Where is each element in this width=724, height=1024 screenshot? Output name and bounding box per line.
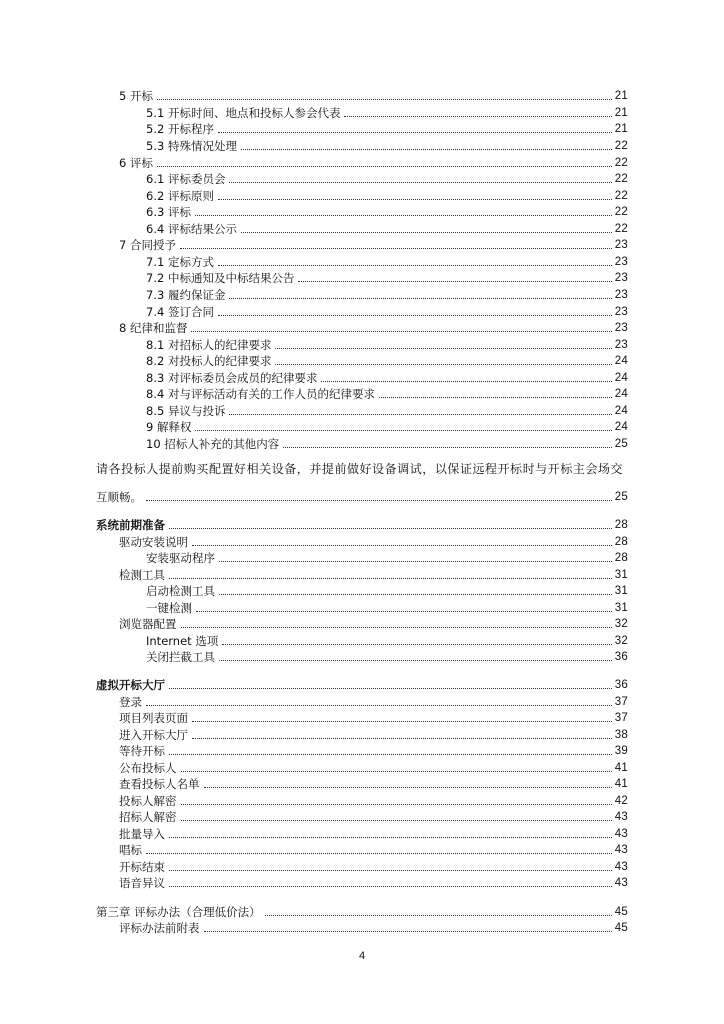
toc-entry-label: 评标办法前附表 (119, 921, 200, 935)
toc-page-number: 43 (614, 861, 628, 873)
toc-leader-dots (180, 248, 612, 249)
toc-leader-dots (169, 837, 612, 838)
toc-page-number: 28 (614, 552, 628, 564)
toc-page-number: 39 (614, 745, 628, 757)
toc-entry-label: 8 纪律和监督 (119, 321, 188, 335)
toc-leader-dots (192, 738, 612, 739)
toc-entry[interactable] (119, 791, 628, 808)
toc-page-number: 22 (614, 190, 628, 202)
toc-entry-heading[interactable] (96, 675, 628, 692)
toc-entry[interactable] (119, 532, 628, 549)
toc-page-number: 32 (614, 618, 628, 630)
toc-page-number: 21 (614, 107, 628, 119)
toc-page-number: 24 (614, 405, 628, 417)
toc-entry[interactable] (146, 647, 628, 664)
toc-entry[interactable] (119, 725, 628, 742)
toc-leader-dots (321, 381, 611, 382)
toc-page-number: 25 (614, 491, 628, 503)
toc-entry-label: 第三章 评标办法（合理低价法） (96, 905, 261, 919)
toc-entry-label: 9 解释权 (146, 420, 192, 434)
toc-entry[interactable] (119, 857, 628, 874)
toc-leader-dots (222, 644, 611, 645)
toc-leader-dots (192, 721, 612, 722)
toc-entry[interactable] (119, 918, 628, 935)
toc-page-number: 23 (614, 256, 628, 268)
toc-page-number: 32 (614, 635, 628, 647)
toc-entry-label: 安装驱动程序 (146, 551, 215, 565)
toc-entry-label: 登录 (119, 695, 142, 709)
toc-entry-chapter[interactable] (96, 902, 628, 919)
toc-leader-dots (218, 265, 612, 266)
toc-leader-dots (218, 315, 612, 316)
toc-entry[interactable] (146, 434, 628, 451)
toc-page-number: 25 (614, 438, 628, 450)
toc-leader-dots (169, 870, 612, 871)
toc-entry-label: 系统前期准备 (96, 518, 165, 532)
toc-entry-label: 互顺畅。 (96, 490, 142, 504)
toc-entry[interactable] (119, 873, 628, 890)
toc-entry-label: 投标人解密 (119, 794, 177, 808)
toc-entry[interactable] (119, 565, 628, 582)
toc-page-number: 43 (614, 877, 628, 889)
toc-entry-label: 7.3 履约保证金 (146, 288, 226, 302)
toc-entry-label: 6.2 评标原则 (146, 189, 214, 203)
toc-leader-dots (146, 705, 612, 706)
toc-entry-label: 5.3 特殊情况处理 (146, 139, 237, 153)
toc-note-line: 请各投标人提前购买配置好相关设备，并提前做好设备调试，以保证远程开标时与开标主会场交 (96, 462, 624, 476)
toc-page-number: 23 (614, 322, 628, 334)
toc-entry-label: 8.2 对投标人的纪律要求 (146, 354, 272, 368)
page-number: 4 (358, 950, 366, 962)
toc-leader-dots (196, 611, 612, 612)
toc-leader-dots (181, 804, 612, 805)
toc-page-number: 23 (614, 339, 628, 351)
toc-leader-dots (229, 414, 611, 415)
toc-page-number: 45 (614, 906, 628, 918)
toc-entry-label: 8.4 对与评标活动有关的工作人员的纪律要求 (146, 387, 375, 401)
toc-leader-dots (265, 915, 612, 916)
toc-page-number: 28 (614, 519, 628, 531)
toc-entry-label: 5 开标 (119, 89, 153, 103)
toc-page-number: 31 (614, 602, 628, 614)
toc-entry[interactable] (119, 807, 628, 824)
toc-entry-label: 8.5 异议与投诉 (146, 404, 226, 418)
toc-entry[interactable] (146, 631, 628, 648)
toc-leader-dots (195, 430, 611, 431)
toc-entry-label: 招标人解密 (119, 810, 177, 824)
toc-entry-label: 语音异议 (119, 876, 165, 890)
toc-entry-label: 7.4 签订合同 (146, 305, 214, 319)
toc-entry[interactable] (146, 335, 628, 352)
toc-entry[interactable] (146, 384, 628, 401)
toc-entry[interactable] (119, 235, 628, 252)
toc-entry[interactable] (119, 758, 628, 775)
toc-entry-label: 查看投标人名单 (119, 777, 200, 791)
toc-page-number: 24 (614, 388, 628, 400)
toc-leader-dots (181, 627, 612, 628)
toc-leader-dots (157, 99, 612, 100)
toc-leader-dots (169, 886, 612, 887)
toc-page-number: 22 (614, 206, 628, 218)
toc-page-number: 43 (614, 811, 628, 823)
toc-entry[interactable] (146, 548, 628, 565)
toc-entry[interactable] (119, 86, 628, 103)
toc-entry-label: 7.2 中标通知及中标结果公告 (146, 271, 295, 285)
toc-entry[interactable] (146, 169, 628, 186)
toc-leader-dots (344, 116, 611, 117)
toc-page-number: 23 (614, 272, 628, 284)
toc-entry[interactable] (146, 202, 628, 219)
toc-entry[interactable] (146, 598, 628, 615)
toc-page-number: 22 (614, 173, 628, 185)
toc-entry[interactable] (119, 708, 628, 725)
toc-page-number: 24 (614, 372, 628, 384)
toc-entry-label: 浏览器配置 (119, 617, 177, 631)
toc-leader-dots (229, 298, 611, 299)
toc-page-number: 37 (614, 712, 628, 724)
toc-page-number: 42 (614, 795, 628, 807)
toc-leader-dots (298, 281, 611, 282)
toc-entry[interactable] (119, 692, 628, 709)
toc-entry-label: 进入开标大厅 (119, 728, 188, 742)
toc-leader-dots (181, 771, 612, 772)
toc-page-number: 21 (614, 123, 628, 135)
toc-entry[interactable] (119, 614, 628, 631)
toc-page-number: 23 (614, 306, 628, 318)
toc-leader-dots (229, 182, 611, 183)
toc-leader-dots (275, 348, 611, 349)
toc-entry-label: 6.4 评标结果公示 (146, 222, 237, 236)
toc-entry-label: 6.1 评标委员会 (146, 172, 226, 186)
toc-entry[interactable] (119, 318, 628, 335)
toc-page-number: 36 (614, 651, 628, 663)
toc-entry-heading[interactable] (96, 515, 628, 532)
toc-entry-label: 8.3 对评标委员会成员的纪律要求 (146, 371, 318, 385)
toc-leader-dots (169, 578, 612, 579)
toc-leader-dots (169, 528, 612, 529)
toc-page-number: 24 (614, 421, 628, 433)
toc-page-number: 22 (614, 140, 628, 152)
toc-entry-label: Internet 选项 (146, 634, 219, 648)
toc-leader-dots (219, 594, 612, 595)
toc-entry[interactable] (146, 119, 628, 136)
toc-leader-dots (181, 820, 612, 821)
toc-leader-dots (275, 364, 611, 365)
toc-leader-dots (204, 931, 612, 932)
toc-page-number: 38 (614, 729, 628, 741)
toc-entry-label: 一键检测 (146, 601, 192, 615)
toc-entry[interactable] (96, 487, 628, 504)
toc-entry-label: 检测工具 (119, 568, 165, 582)
toc-page-number: 41 (614, 762, 628, 774)
toc-page-number: 22 (614, 223, 628, 235)
toc-entry-label: 10 招标人补充的其他内容 (146, 437, 280, 451)
toc-leader-dots (241, 232, 612, 233)
toc-entry[interactable] (119, 840, 628, 857)
toc-leader-dots (218, 132, 612, 133)
toc-entry-label: 5.2 开标程序 (146, 122, 214, 136)
toc-entry-label: 虚拟开标大厅 (96, 678, 165, 692)
toc-entry-label: 批量导入 (119, 827, 165, 841)
toc-entry[interactable] (146, 401, 628, 418)
toc-entry[interactable] (146, 103, 628, 120)
toc-page-number: 45 (614, 922, 628, 934)
toc-entry-label: 关闭拦截工具 (146, 650, 215, 664)
toc-entry[interactable] (146, 285, 628, 302)
toc-page-number: 43 (614, 844, 628, 856)
toc-entry-label: 6 评标 (119, 156, 153, 170)
toc-entry-label: 7.1 定标方式 (146, 255, 214, 269)
toc-entry[interactable] (146, 219, 628, 236)
toc-page-number: 22 (614, 157, 628, 169)
toc-page-number: 23 (614, 239, 628, 251)
toc-entry[interactable] (119, 774, 628, 791)
toc-leader-dots (219, 660, 612, 661)
toc-entry[interactable] (146, 268, 628, 285)
toc-entry[interactable] (146, 351, 628, 368)
toc-entry-label: 5.1 开标时间、地点和投标人参会代表 (146, 106, 341, 120)
toc-entry-label: 8.1 对招标人的纪律要求 (146, 338, 272, 352)
toc-entry-label: 等待开标 (119, 744, 165, 758)
toc-entry-label: 公布投标人 (119, 761, 177, 775)
toc-entry-label: 启动检测工具 (146, 584, 215, 598)
toc-entry[interactable] (146, 186, 628, 203)
toc-leader-dots (283, 447, 612, 448)
toc-page-number: 41 (614, 778, 628, 790)
toc-leader-dots (195, 215, 612, 216)
toc-leader-dots (169, 754, 612, 755)
toc-leader-dots (146, 853, 612, 854)
toc-leader-dots (241, 149, 612, 150)
toc-page-number: 21 (614, 90, 628, 102)
toc-entry[interactable] (146, 368, 628, 385)
toc-entry-label: 开标结束 (119, 860, 165, 874)
toc-page-number: 37 (614, 696, 628, 708)
toc-leader-dots (218, 199, 612, 200)
toc-leader-dots (192, 545, 612, 546)
toc-entry[interactable] (119, 741, 628, 758)
toc-leader-dots (169, 688, 612, 689)
toc-entry[interactable] (119, 824, 628, 841)
toc-entry-label: 唱标 (119, 843, 142, 857)
toc-leader-dots (146, 500, 612, 501)
toc-page-number: 28 (614, 536, 628, 548)
toc-page-number: 36 (614, 679, 628, 691)
toc-entry-label: 6.3 评标 (146, 205, 191, 219)
toc-page-number: 43 (614, 828, 628, 840)
toc-entry-label: 7 合同授予 (119, 238, 176, 252)
toc-entry-label: 项目列表页面 (119, 711, 188, 725)
toc-page-number: 23 (614, 289, 628, 301)
toc-entry[interactable] (146, 252, 628, 269)
toc-entry[interactable] (146, 302, 628, 319)
toc-entry-label: 驱动安装说明 (119, 535, 188, 549)
toc-entry[interactable] (146, 581, 628, 598)
toc-leader-dots (219, 561, 612, 562)
toc-leader-dots (204, 787, 612, 788)
toc-entry[interactable] (146, 136, 628, 153)
toc-entry[interactable] (146, 417, 628, 434)
toc-page-number: 31 (614, 585, 628, 597)
toc-leader-dots (157, 166, 612, 167)
toc-entry[interactable] (119, 153, 628, 170)
toc-page-number: 31 (614, 569, 628, 581)
toc-page-number: 24 (614, 355, 628, 367)
toc-leader-dots (379, 397, 612, 398)
toc-leader-dots (191, 331, 611, 332)
